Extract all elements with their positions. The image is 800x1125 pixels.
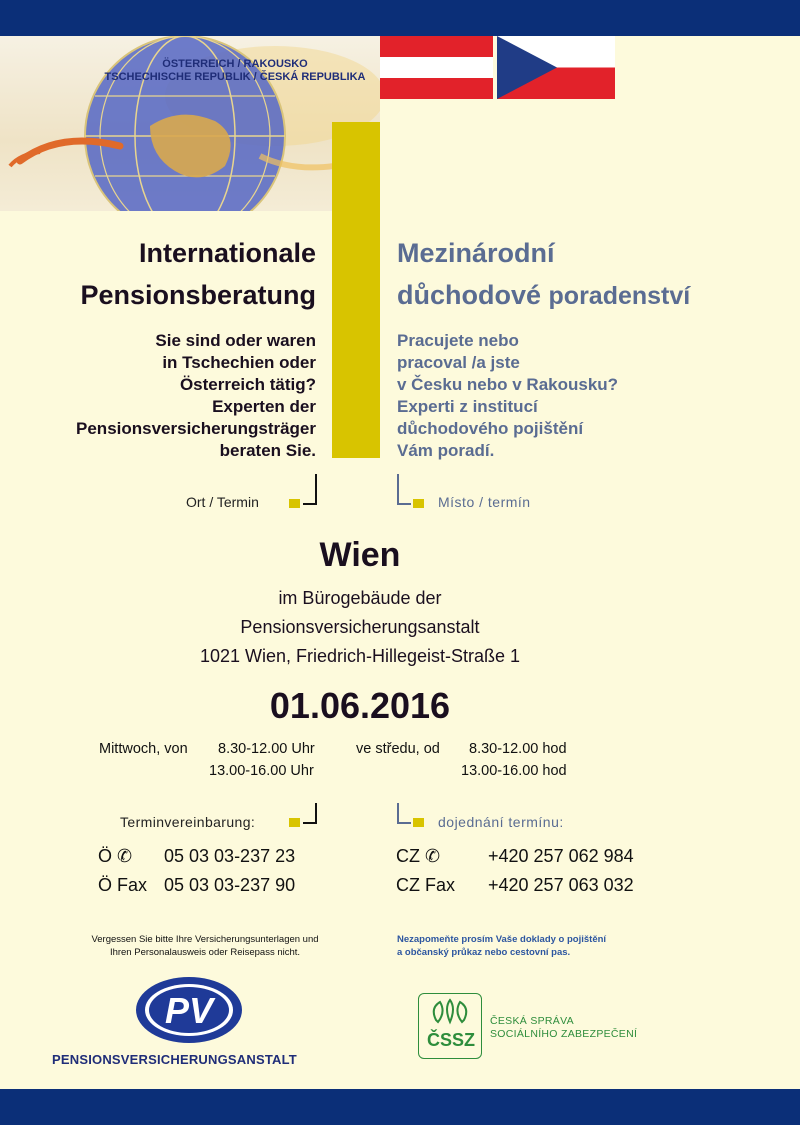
globe-caption	[95, 58, 375, 84]
german-intro-line: beraten Sie.	[219, 441, 316, 460]
cssz-logo-name	[490, 1015, 637, 1041]
yellow-divider-bar	[332, 122, 380, 458]
czech-place-label: Místo / termín	[438, 494, 531, 510]
czech-title	[397, 232, 797, 317]
bottom-band	[0, 1089, 800, 1125]
german-note-line2: Ihren Personalausweis oder Reisepass nicht.	[109, 947, 301, 958]
cssz-name-line1: ČESKÁ SPRÁVA	[490, 1015, 574, 1027]
globe-caption-line1: ÖSTERREICH / RAKOUSKO	[162, 58, 308, 70]
german-appointment-label: Terminvereinbarung:	[120, 814, 256, 830]
cssz-leaf-icon	[426, 998, 474, 1028]
bracket-line	[315, 474, 317, 505]
german-reminder-note	[90, 933, 320, 959]
german-time-morning: 8.30-12.00 Uhr	[218, 741, 315, 757]
event-city: Wien	[319, 536, 401, 574]
german-place-label: Ort / Termin	[186, 494, 259, 510]
pv-logo-initials: PV	[164, 990, 214, 1031]
german-intro-line: Österreich tätig?	[179, 375, 316, 394]
austria-flag-icon	[380, 36, 493, 99]
german-time-afternoon: 13.00-16.00 Uhr	[209, 763, 314, 779]
czech-intro	[397, 330, 777, 462]
german-fax-number: 05 03 03-237 90	[164, 875, 296, 895]
czech-time-morning: 8.30-12.00 hod	[469, 741, 567, 757]
czech-intro-line: Pracujete nebo	[397, 331, 519, 350]
czech-intro-line: pracoval /a jste	[397, 353, 520, 372]
german-day: Mittwoch, von	[99, 741, 188, 757]
czech-title-line2	[397, 274, 797, 317]
globe-caption-line2: TSCHECHISCHE REPUBLIK / ČESKÁ REPUBLIKA	[104, 71, 366, 83]
pv-logo-name: PENSIONSVERSICHERUNGSANSTALT	[52, 1052, 297, 1067]
bracket-line	[397, 503, 411, 505]
czech-day: ve středu, od	[356, 741, 440, 757]
event-address-line3: 1021 Wien, Friedrich-Hillegeist-Straße 1	[199, 646, 521, 666]
german-title-line2: Pensionsberatung	[80, 280, 316, 310]
german-phone-prefix: Ö ✆	[98, 846, 133, 866]
czech-title-line1: Mezinárodní	[397, 238, 555, 268]
czech-intro-line: Vám poradí.	[397, 441, 495, 460]
marker-square	[289, 818, 300, 827]
german-note-line1: Vergessen Sie bitte Ihre Versicherungsunterlagen und	[91, 934, 319, 945]
german-phone-number[interactable]: 05 03 03-237 23	[164, 846, 296, 866]
cssz-logo-abbr: ČSSZ	[426, 1030, 475, 1050]
marker-square	[413, 499, 424, 508]
czech-fax-prefix: CZ Fax	[396, 875, 456, 895]
marker-square	[289, 499, 300, 508]
german-intro-line: in Tschechien oder	[162, 353, 316, 372]
czech-intro-line: v Česku nebo v Rakousku?	[397, 375, 619, 394]
marker-square	[413, 818, 424, 827]
event-date: 01.06.2016	[269, 685, 451, 726]
german-intro	[0, 330, 316, 462]
czech-reminder-note	[397, 933, 657, 959]
german-fax-prefix: Ö Fax	[98, 875, 148, 895]
bracket-line	[397, 822, 411, 824]
event-address-line2: Pensionsversicherungsanstalt	[240, 617, 480, 637]
german-intro-line: Sie sind oder waren	[155, 331, 316, 350]
czech-flag-icon	[497, 36, 615, 99]
czech-intro-line: Experti z institucí	[397, 397, 538, 416]
german-title-line1: Internationale	[138, 238, 316, 268]
czech-intro-line: důchodového pojištění	[397, 419, 584, 438]
top-band	[0, 0, 800, 36]
bracket-line	[315, 803, 317, 824]
pv-logo-icon	[134, 975, 244, 1045]
czech-appointment-label: dojednání termínu:	[438, 814, 564, 830]
czech-note-line1: Nezapomeňte prosím Vaše doklady o pojištění	[397, 934, 607, 945]
czech-title-line2-part1: důchodové	[397, 280, 542, 310]
czech-title-line2-part2: poradenství	[548, 282, 691, 310]
czech-phone-prefix: CZ ✆	[396, 846, 441, 866]
event-address-line1: im Bürogebäude der	[278, 588, 442, 608]
czech-fax-number: +420 257 063 032	[488, 875, 634, 895]
german-intro-line: Pensionsversicherungsträger	[76, 419, 316, 438]
czech-phone-number[interactable]: +420 257 062 984	[488, 846, 634, 866]
german-intro-line: Experten der	[212, 397, 316, 416]
czech-time-afternoon: 13.00-16.00 hod	[461, 763, 567, 779]
german-title	[0, 232, 316, 316]
czech-note-line2: a občanský průkaz nebo cestovní pas.	[397, 947, 571, 958]
bracket-line	[397, 474, 399, 505]
bracket-line	[397, 803, 399, 824]
cssz-name-line2: SOCIÁLNÍHO ZABEZPEČENÍ	[490, 1028, 638, 1040]
